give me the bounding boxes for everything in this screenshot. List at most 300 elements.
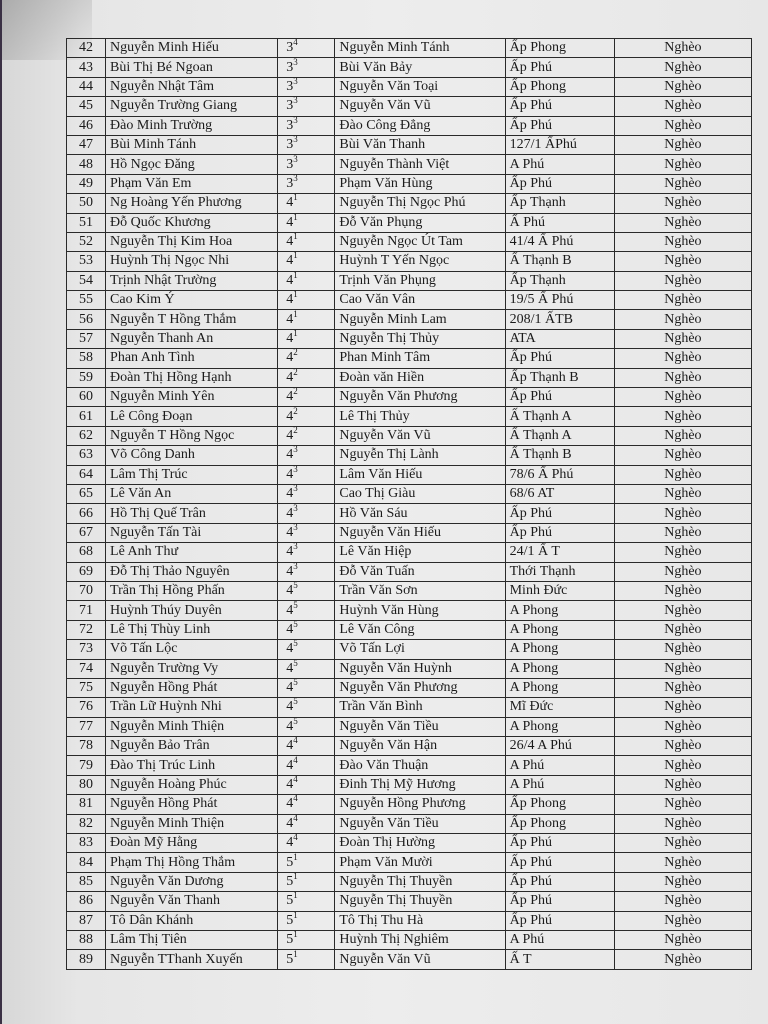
class-cell [278,737,335,756]
row-number: 54 [67,271,106,290]
table-row [67,581,752,600]
address: A Phong [505,620,614,639]
student-name: Nguyễn Nhật Tâm [106,77,278,96]
grade-number: 4 [286,408,294,424]
class-cell [278,465,335,484]
row-number: 61 [67,407,106,426]
table-row [67,853,752,872]
address: A Phong [505,659,614,678]
status-label: Nghèo [614,892,751,911]
table-row [67,523,752,542]
grade-number: 4 [286,815,294,831]
status-label: Nghèo [614,97,751,116]
class-cell [278,97,335,116]
table-row [67,58,752,77]
address: A Phong [505,717,614,736]
class-cell [278,271,335,290]
student-name: Nguyễn Minh Yên [106,388,278,407]
address: Ấp Phong [505,795,614,814]
parent-name: Đào Văn Thuận [335,756,505,775]
class-number: 4 [293,38,298,48]
address: Ấp Phú [505,388,614,407]
class-cell [278,446,335,465]
student-name: Đỗ Thị Thảo Nguyên [106,562,278,581]
parent-name: Trần Văn Bình [335,698,505,717]
status-label: Nghèo [614,950,751,969]
table-row [67,291,752,310]
row-number: 53 [67,252,106,271]
class-number: 5 [293,697,298,707]
student-name: Đỗ Quốc Khương [106,213,278,232]
table-row [67,426,752,445]
grade-number: 3 [286,175,294,191]
parent-name: Nguyễn Văn Hận [335,737,505,756]
status-label: Nghèo [614,523,751,542]
row-number: 88 [67,930,106,949]
row-number: 85 [67,872,106,891]
class-number: 4 [293,833,298,843]
grade-number: 4 [286,621,294,637]
class-number: 2 [293,426,298,435]
status-label: Nghèo [614,388,751,407]
address: Ấp Phú [505,523,614,542]
table-row [67,911,752,930]
grade-number: 4 [286,757,294,773]
table-row [67,484,752,503]
class-number: 5 [293,620,298,629]
address: Ấp Thạnh B [505,368,614,387]
student-name: Huỳnh Thị Ngọc Nhi [106,252,278,271]
status-label: Nghèo [614,620,751,639]
status-label: Nghèo [614,795,751,814]
status-label: Nghèo [614,543,751,562]
student-name: Lê Thị Thùy Linh [106,620,278,639]
parent-name: Nguyễn Ngọc Út Tam [335,232,505,251]
address: A Phú [505,930,614,949]
class-cell [278,756,335,775]
status-label: Nghèo [614,135,751,154]
parent-name: Nguyễn Văn Hiếu [335,523,505,542]
class-number: 1 [293,309,298,319]
address: ATA [505,329,614,348]
class-cell [278,349,335,368]
class-number: 1 [293,251,298,261]
status-label: Nghèo [614,252,751,271]
class-number: 5 [293,639,298,649]
class-cell [278,872,335,891]
grade-number: 5 [286,912,294,928]
table-row [67,543,752,562]
status-label: Nghèo [614,717,751,736]
grade-number: 4 [286,738,294,754]
table-row [67,795,752,814]
student-name: Nguyễn T Hồng Thắm [106,310,278,329]
row-number: 89 [67,950,106,969]
status-label: Nghèo [614,58,751,77]
class-number: 3 [293,465,298,474]
parent-name: Lê Thị Thủy [335,407,505,426]
address: Ấp Thạnh [505,271,614,290]
status-label: Nghèo [614,640,751,659]
parent-name: Nguyễn Văn Vũ [335,950,505,969]
table-row [67,640,752,659]
parent-name: Nguyễn Văn Phương [335,678,505,697]
class-number: 1 [293,911,298,920]
class-cell [278,717,335,736]
status-label: Nghèo [614,213,751,232]
address: Ấ Thạnh B [505,446,614,465]
status-label: Nghèo [614,77,751,96]
parent-name: Nguyễn Thị Lành [335,446,505,465]
table-row [67,155,752,174]
grade-number: 4 [286,796,294,812]
row-number: 86 [67,892,106,911]
row-number: 72 [67,620,106,639]
status-label: Nghèo [614,834,751,853]
address: Ấ Phú [505,213,614,232]
class-cell [278,58,335,77]
address: Ấp Phong [505,39,614,58]
parent-name: Đào Công Đẳng [335,116,505,135]
status-label: Nghèo [614,775,751,794]
class-cell [278,504,335,523]
table-row [67,388,752,407]
table-row [67,465,752,484]
student-name: Nguyễn Hồng Phát [106,795,278,814]
row-number: 59 [67,368,106,387]
row-number: 44 [67,77,106,96]
parent-name: Nguyễn Văn Vũ [335,97,505,116]
class-number: 4 [293,775,298,785]
grade-number: 4 [286,680,294,696]
row-number: 71 [67,601,106,620]
grade-number: 4 [286,718,294,734]
parent-name: Bùi Văn Bảy [335,58,505,77]
table-row [67,310,752,329]
student-name: Nguyễn T Hồng Ngọc [106,426,278,445]
row-number: 48 [67,155,106,174]
row-number: 74 [67,659,106,678]
table-row [67,77,752,96]
row-number: 84 [67,853,106,872]
table-row [67,775,752,794]
status-label: Nghèo [614,329,751,348]
table-row [67,562,752,581]
class-number: 3 [293,57,298,67]
student-name: Lê Văn An [106,484,278,503]
status-label: Nghèo [614,601,751,620]
class-cell [278,834,335,853]
table-row [67,601,752,620]
parent-name: Nguyễn Thị Thủy [335,329,505,348]
student-name: Đào Thị Trúc Linh [106,756,278,775]
class-cell [278,640,335,659]
student-name: Nguyễn Minh Thiện [106,814,278,833]
row-number: 51 [67,213,106,232]
class-cell [278,814,335,833]
row-number: 56 [67,310,106,329]
grade-number: 4 [286,835,294,851]
class-number: 5 [293,678,298,688]
table-row [67,834,752,853]
parent-name: Nguyễn Văn Tiều [335,717,505,736]
grade-number: 4 [286,195,294,211]
status-label: Nghèo [614,407,751,426]
row-number: 70 [67,581,106,600]
student-name: Nguyễn Hoàng Phúc [106,775,278,794]
document-page [2,0,768,1024]
address: Ấp Phú [505,892,614,911]
class-number: 3 [293,116,298,125]
parent-name: Đinh Thị Mỹ Hương [335,775,505,794]
parent-name: Nguyễn Văn Tiều [335,814,505,833]
address: Ấp Phong [505,77,614,96]
parent-name: Nguyễn Thị Thuyền [335,872,505,891]
class-cell [278,174,335,193]
student-name: Lâm Thị Trúc [106,465,278,484]
address: Ấp Phú [505,97,614,116]
row-number: 65 [67,484,106,503]
status-label: Nghèo [614,174,751,193]
grade-number: 3 [286,40,294,56]
class-number: 4 [293,736,298,746]
parent-name: Huỳnh Văn Hùng [335,601,505,620]
table-row [67,717,752,736]
table-row [67,368,752,387]
grade-number: 4 [286,699,294,715]
student-name: Bùi Minh Tánh [106,135,278,154]
parent-name: Nguyễn Minh Lam [335,310,505,329]
address: Ấ Thạnh B [505,252,614,271]
class-cell [278,775,335,794]
grade-number: 4 [286,292,294,308]
class-cell [278,659,335,678]
grade-number: 5 [286,893,294,909]
status-label: Nghèo [614,756,751,775]
address: Ấp Phong [505,814,614,833]
address: Thới Thạnh [505,562,614,581]
row-number: 42 [67,39,106,58]
student-name: Đoàn Mỹ Hằng [106,834,278,853]
grade-number: 4 [286,641,294,657]
table-row [67,892,752,911]
grade-number: 4 [286,214,294,230]
address: 41/4 Ấ Phú [505,232,614,251]
grade-number: 4 [286,602,294,618]
table-row [67,116,752,135]
row-number: 82 [67,814,106,833]
class-number: 1 [293,193,298,203]
student-name: Nguyễn Bảo Trân [106,737,278,756]
class-cell [278,484,335,503]
class-cell [278,581,335,600]
row-number: 66 [67,504,106,523]
grade-number: 4 [286,524,294,540]
student-name: Nguyễn Văn Dương [106,872,278,891]
row-number: 77 [67,717,106,736]
grade-number: 4 [286,505,294,521]
parent-name: Nguyễn Hồng Phương [335,795,505,814]
address: A Phú [505,756,614,775]
class-cell [278,368,335,387]
grade-number: 4 [286,777,294,793]
address: 208/1 ẤTB [505,310,614,329]
status-label: Nghèo [614,39,751,58]
status-label: Nghèo [614,872,751,891]
address: A Phú [505,155,614,174]
table-row [67,737,752,756]
row-number: 46 [67,116,106,135]
address: Minh Đức [505,581,614,600]
table-row [67,446,752,465]
student-name: Lê Anh Thư [106,543,278,562]
address: A Phong [505,601,614,620]
class-number: 2 [293,387,298,397]
class-cell [278,698,335,717]
parent-name: Nguyễn Văn Huỳnh [335,659,505,678]
address: 78/6 Ấ Phú [505,465,614,484]
address: 19/5 Ấ Phú [505,291,614,310]
parent-name: Cao Văn Vân [335,291,505,310]
row-number: 57 [67,329,106,348]
class-number: 1 [293,891,298,901]
status-label: Nghèo [614,504,751,523]
parent-name: Lê Văn Hiệp [335,543,505,562]
row-number: 49 [67,174,106,193]
status-label: Nghèo [614,698,751,717]
student-name: Võ Công Danh [106,446,278,465]
student-name: Trần Lữ Huỳnh Nhi [106,698,278,717]
grade-number: 4 [286,234,294,250]
row-number: 62 [67,426,106,445]
status-label: Nghèo [614,737,751,756]
parent-name: Đoàn Thị Hường [335,834,505,853]
parent-name: Trịnh Văn Phụng [335,271,505,290]
row-number: 80 [67,775,106,794]
row-number: 78 [67,737,106,756]
row-number: 79 [67,756,106,775]
class-cell [278,892,335,911]
student-name: Cao Kim Ý [106,291,278,310]
grade-number: 4 [286,544,294,560]
class-number: 2 [293,368,298,377]
status-label: Nghèo [614,911,751,930]
grade-number: 4 [286,389,294,405]
table-row [67,504,752,523]
student-name: Hồ Ngọc Đăng [106,155,278,174]
row-number: 50 [67,194,106,213]
parent-name: Nguyễn Văn Toại [335,77,505,96]
table-row [67,252,752,271]
class-number: 3 [293,542,298,552]
student-name: Đoàn Thị Hồng Hạnh [106,368,278,387]
class-cell [278,213,335,232]
address: Ấp Phú [505,116,614,135]
parent-name: Võ Tấn Lợi [335,640,505,659]
status-label: Nghèo [614,291,751,310]
address: A Phong [505,678,614,697]
row-number: 63 [67,446,106,465]
class-number: 4 [293,814,298,823]
class-cell [278,310,335,329]
grade-number: 4 [286,583,294,599]
class-number: 1 [293,852,298,862]
grade-number: 3 [286,59,294,75]
student-name: Phan Anh Tình [106,349,278,368]
class-cell [278,930,335,949]
row-number: 58 [67,349,106,368]
student-name: Võ Tấn Lộc [106,640,278,659]
address: Ấ Thạnh A [505,407,614,426]
row-number: 87 [67,911,106,930]
class-cell [278,562,335,581]
status-label: Nghèo [614,426,751,445]
student-name: Nguyễn Văn Thanh [106,892,278,911]
parent-name: Lâm Văn Hiếu [335,465,505,484]
grade-number: 4 [286,660,294,676]
grade-number: 4 [286,447,294,463]
table-row [67,659,752,678]
class-cell [278,155,335,174]
class-number: 3 [293,135,298,145]
status-label: Nghèo [614,194,751,213]
class-number: 4 [293,794,298,804]
class-cell [278,407,335,426]
table-row [67,756,752,775]
parent-name: Huỳnh Thị Nghiêm [335,930,505,949]
class-cell [278,543,335,562]
table-row [67,349,752,368]
student-roster-table [66,38,752,970]
student-name: Huỳnh Thúy Duyên [106,601,278,620]
status-label: Nghèo [614,465,751,484]
status-label: Nghèo [614,814,751,833]
status-label: Nghèo [614,562,751,581]
class-number: 3 [293,154,298,164]
status-label: Nghèo [614,349,751,368]
class-cell [278,329,335,348]
class-number: 4 [293,755,298,765]
student-name: Trịnh Nhật Trường [106,271,278,290]
class-cell [278,135,335,154]
table-row [67,872,752,891]
class-number: 1 [293,290,298,300]
class-cell [278,252,335,271]
class-number: 5 [293,717,298,726]
address: Mĩ Đức [505,698,614,717]
address: 26/4 A Phú [505,737,614,756]
table-row [67,194,752,213]
status-label: Nghèo [614,484,751,503]
class-number: 3 [293,445,298,455]
row-number: 43 [67,58,106,77]
table-row [67,930,752,949]
parent-name: Nguyễn Thị Ngọc Phú [335,194,505,213]
row-number: 83 [67,834,106,853]
status-label: Nghèo [614,659,751,678]
address: Ấp Phú [505,504,614,523]
status-label: Nghèo [614,446,751,465]
class-cell [278,601,335,620]
class-number: 3 [293,523,298,532]
student-name: Đào Minh Trường [106,116,278,135]
class-cell [278,678,335,697]
student-name: Nguyễn Minh Hiếu [106,39,278,58]
student-name: Nguyễn TThanh Xuyến [106,950,278,969]
address: Ấp Phú [505,58,614,77]
row-number: 47 [67,135,106,154]
parent-name: Huỳnh T Yến Ngọc [335,252,505,271]
